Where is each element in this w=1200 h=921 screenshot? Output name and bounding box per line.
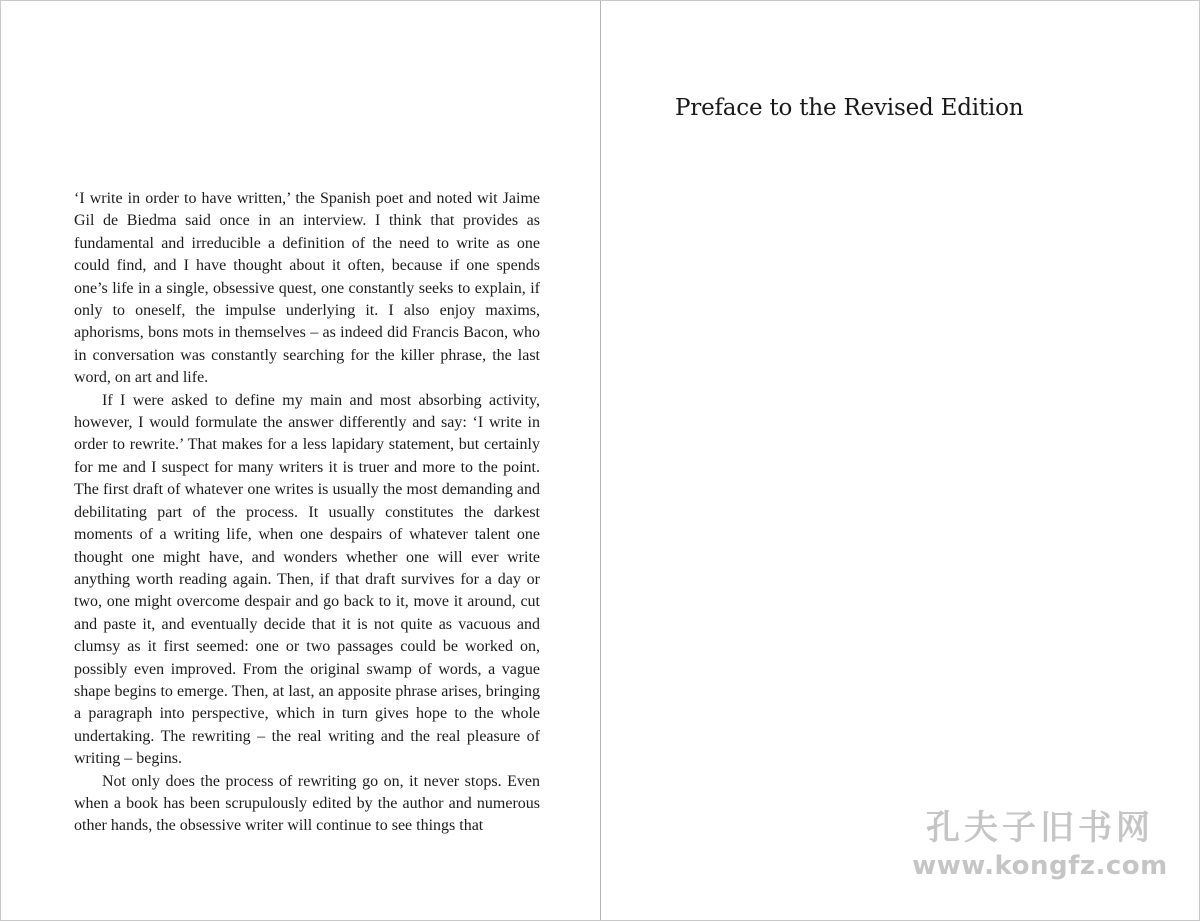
chapter-title: Preface to the Revised Edition <box>675 95 1024 121</box>
body-text-area <box>74 188 544 844</box>
paragraph-3: Not only does the process of rewriting go on, it never stops. Even when a book has been scrupulously edited by the author and numerous other hands, the obsessive writer will continue to see things that <box>74 772 540 835</box>
paragraph-1: ‘I write in order to have written,’ the Spanish poet and noted wit Jaime Gil de Biedma said once in an interview. I think that provides as fundamental and irreducible a definition of the need to write as one could find, and I have thought about it often, because if one spends one’s life in a single, obsessive quest, one constantly seeks to explain, if only to oneself, the impulse underlying it. I also enjoy maxims, aphorisms, bons mots in themselves – as indeed did Francis Bacon, who in conversation was constantly searching for the killer phrase, the last word, on art and life. <box>74 190 540 387</box>
watermark-url: www.kongfz.com <box>912 851 1168 881</box>
paragraph-2: If I were asked to define my main and most absorbing activity, however, I would formulate the answer differently and say: ‘I write in order to rewrite.’ That makes for a less lapidary statement, but certainly for me and I suspect for many writers it is truer and more to the point. The first draft of whatever one writes is usually the most demanding and debilitating part of the process. It usually constitutes the darkest moments of a writing life, when one despairs of whatever talent one thought one might have, and wonders whether one will ever write anything worth reading again. Then, if that draft survives for a day or two, one might overcome despair and go back to it, move it around, cut and paste it, and eventually decide that it is not quite as vacuous and clumsy as it first seemed: one or two passages could be worked on, possibly even improved. From the original swamp of words, a vague shape begins to emerge. Then, at last, an apposite phrase arises, bringing a paragraph into perspective, which in turn gives hope to the whole undertaking. The rewriting – the real writing and the real pleasure of writing – begins. <box>74 391 540 768</box>
right-page <box>601 1 1199 920</box>
body-text <box>74 188 540 838</box>
watermark-chinese: 孔夫子旧书网 <box>926 808 1154 848</box>
